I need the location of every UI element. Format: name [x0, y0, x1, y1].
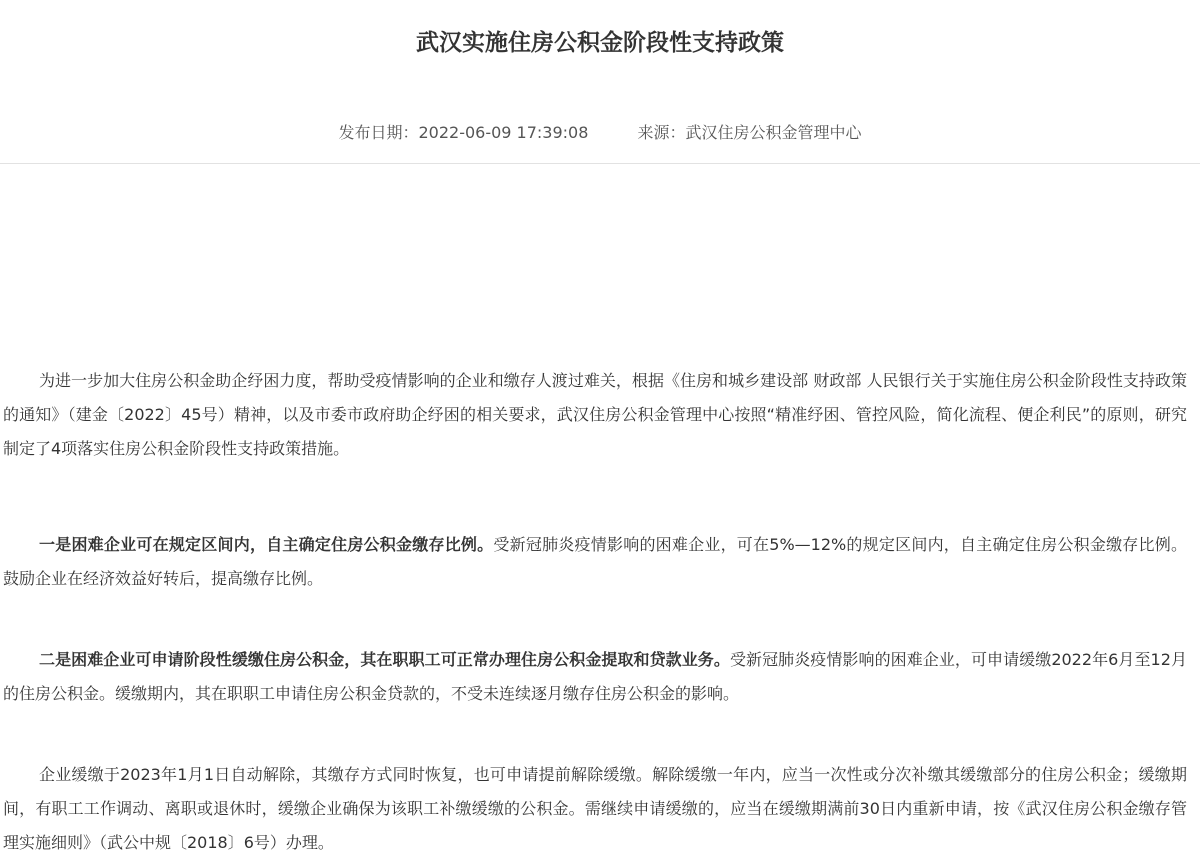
- paragraph-text: 受新冠肺炎疫情影响的困难企业，可申请缓缴2022年6月至12月的住房公积金。缓缴期内，其在职职工申请住房公积金贷款的，不受未连续逐月缴存住房公积金的影响。: [3, 650, 1187, 703]
- publish-date: 发布日期：2022-06-09 17:39:08: [338, 123, 589, 142]
- article-source: 来源：武汉住房公积金管理中心: [637, 123, 862, 142]
- paragraph-lead: 二是困难企业可申请阶段性缓缴住房公积金，其在职职工可正常办理住房公积金提取和贷款业务。: [39, 650, 730, 669]
- paragraph-text: 受新冠肺炎疫情影响的困难企业，可在5%—12%的规定区间内，自主确定住房公积金缴存比例。鼓励企业在经济效益好转后，提高缴存比例。: [3, 535, 1187, 588]
- article-header: [0, 0, 1200, 164]
- paragraph-deferral-terms: [3, 758, 1187, 860]
- paragraph-measure-one: [3, 528, 1187, 596]
- paragraph-intro: [3, 364, 1187, 466]
- paragraph-lead: 一是困难企业可在规定区间内，自主确定住房公积金缴存比例。: [39, 535, 494, 554]
- paragraph-text: 为进一步加大住房公积金助企纾困力度，帮助受疫情影响的企业和缴存人渡过难关，根据《住房和城乡建设部 财政部 人民银行关于实施住房公积金阶段性支持政策的通知》（建金〔2022〕45号）精神，以及市委市政府助企纾困的相关要求，武汉住房公积金管理中心按照“精准纾困、管控风险，简化流程、便企利民”的原则，研究制定了4项落实住房公积金阶段性支持政策措施。: [3, 371, 1187, 458]
- article-meta: [0, 121, 1200, 145]
- paragraph-measure-two: [3, 643, 1187, 711]
- article-title: 武汉实施住房公积金阶段性支持政策: [416, 30, 784, 56]
- paragraph-text: 企业缓缴于2023年1月1日自动解除，其缴存方式同时恢复，也可申请提前解除缓缴。解除缓缴一年内，应当一次性或分次补缴其缓缴部分的住房公积金；缓缴期间，有职工工作调动、离职或退休时，缓缴企业确保为该职工补缴缓缴的公积金。需继续申请缓缴的，应当在缓缴期满前30日内重新申请，按《武汉住房公积金缴存管理实施细则》（武公中规〔2018〕6号）办理。: [3, 765, 1187, 852]
